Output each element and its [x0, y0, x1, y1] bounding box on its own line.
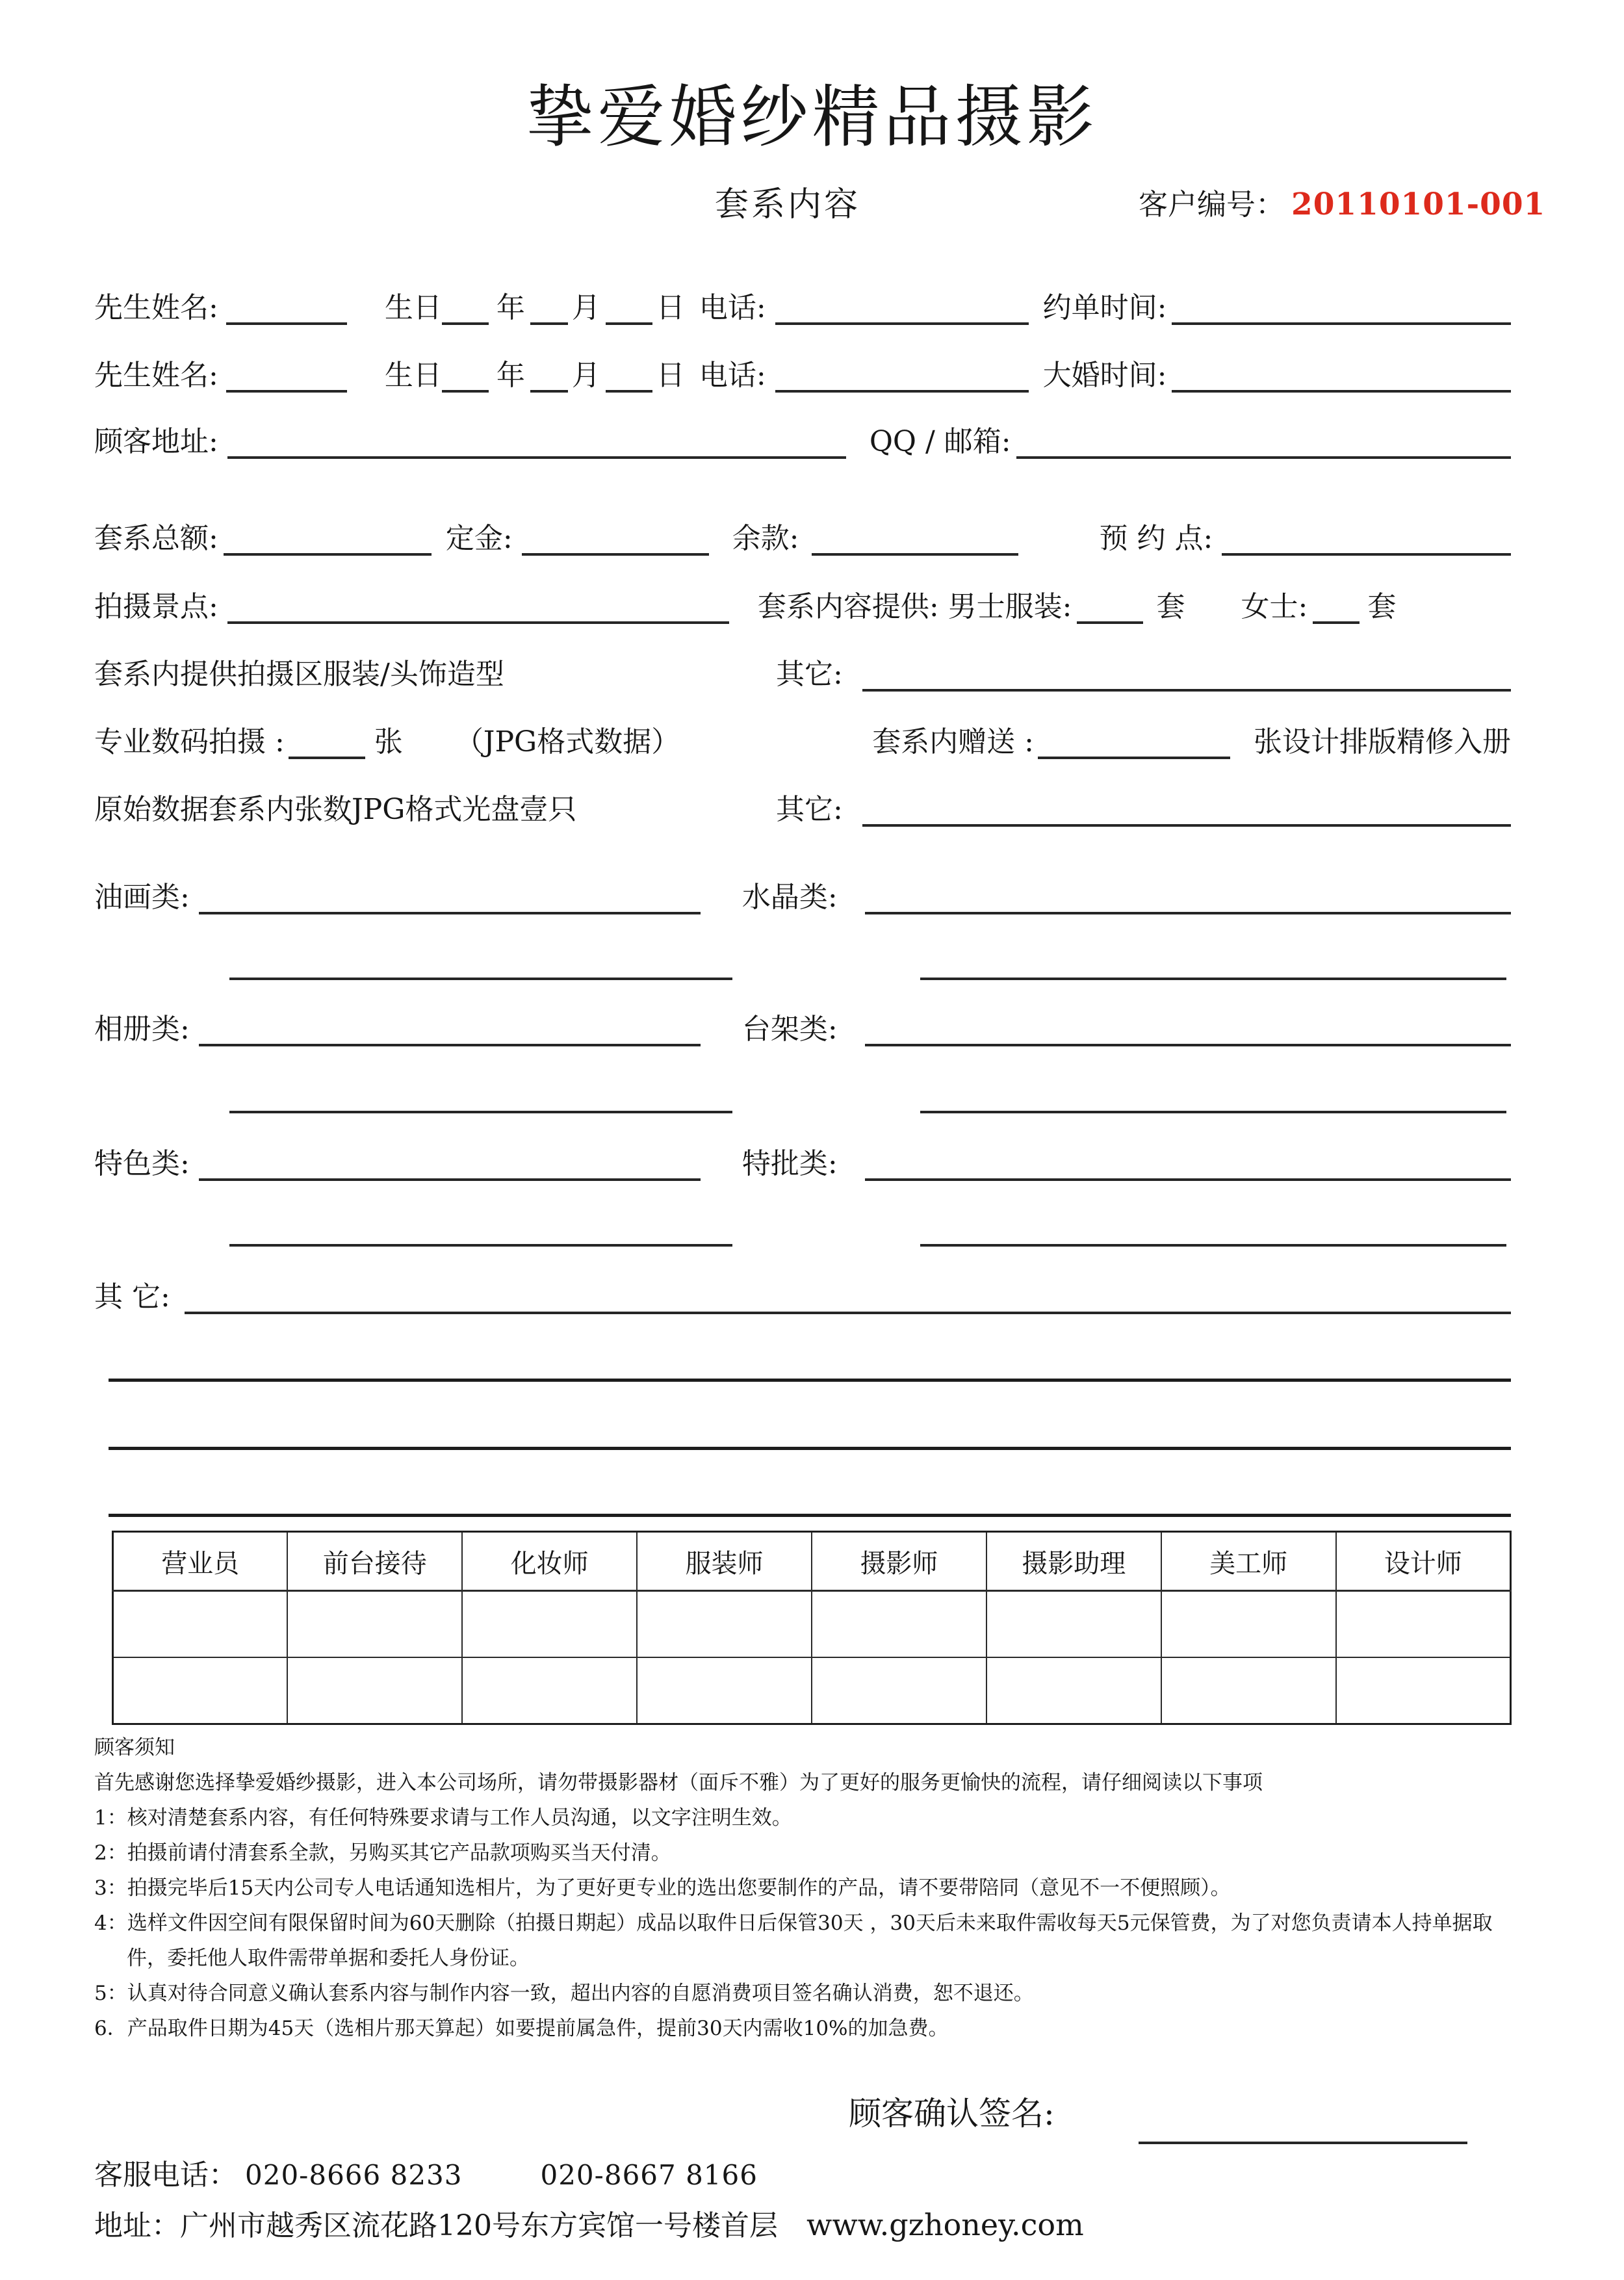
staff-cell[interactable]	[1161, 1657, 1336, 1724]
staff-cell[interactable]	[637, 1657, 812, 1724]
customer-number-label: 客户编号：	[1139, 187, 1285, 222]
booking-time-field[interactable]	[1172, 322, 1511, 325]
qq-email-field[interactable]	[1016, 456, 1511, 459]
phone-number-2: 020-8667 8166	[540, 2159, 758, 2191]
package-amount-row	[94, 517, 1511, 556]
area-note-text: 套系内提供拍摄区服装/头饰造型	[94, 658, 504, 692]
ladies-wear-label: 女士:	[1241, 590, 1308, 624]
special-category-label: 特批类:	[741, 1147, 838, 1181]
other-label: 其它:	[776, 793, 843, 827]
other-extra-line-3[interactable]	[109, 1514, 1511, 1517]
customer-number-value: 20110101-001	[1291, 187, 1546, 222]
shoot-location-row	[94, 585, 1511, 624]
staff-header-stylist: 服装师	[637, 1532, 812, 1591]
staff-cell[interactable]	[812, 1657, 986, 1724]
staff-table-row	[113, 1591, 1511, 1658]
customer-notice	[94, 1730, 1517, 2046]
bride-phone-field[interactable]	[775, 390, 1029, 393]
ladies-wear-count-field[interactable]	[1313, 621, 1360, 624]
notice-item-6: 6．产品取件日期为45天（选相片那天算起）如要提前属急件，提前30天内需收10%的加急费。	[94, 2017, 949, 2040]
staff-cell[interactable]	[287, 1591, 462, 1658]
staff-cell[interactable]	[287, 1657, 462, 1724]
address-row	[94, 420, 1511, 459]
feature-special-row	[94, 1142, 1511, 1181]
year-label: 年	[496, 359, 525, 393]
notice-item-4: 4：选样文件因空间有限保留时间为60天删除（拍摄日期起）成品以取件日后保管30天 ，30天后未来取件需收每天5元保管费，为了对您负责请本人持单据取件，委托他人取件需带单据和委托人身份证。	[94, 1911, 1493, 1970]
groom-phone-label: 电话:	[699, 291, 766, 325]
staff-header-receptionist: 前台接待	[287, 1532, 462, 1591]
other-category-label: 其 它:	[94, 1280, 170, 1314]
signature-label: 顾客确认签名:	[849, 2095, 1055, 2132]
notice-title: 顾客须知	[94, 1736, 175, 1759]
album-category-field[interactable]	[199, 1044, 701, 1046]
staff-cell[interactable]	[812, 1591, 986, 1658]
year-label: 年	[496, 291, 525, 325]
oil-category-label: 油画类:	[94, 881, 190, 914]
unit-zhang-label: 张	[374, 725, 403, 759]
special-category-field[interactable]	[865, 1178, 1511, 1181]
staff-cell[interactable]	[986, 1657, 1161, 1724]
stand-category-field[interactable]	[865, 1044, 1511, 1046]
balance-field[interactable]	[812, 553, 1018, 556]
other-extra-line-1[interactable]	[109, 1379, 1511, 1382]
staff-cell[interactable]	[1161, 1591, 1336, 1658]
unit-tao-label: 套	[1156, 590, 1185, 624]
wedding-time-field[interactable]	[1172, 390, 1511, 393]
other-category-field[interactable]	[185, 1312, 1511, 1314]
address-label: 地址：	[94, 2209, 180, 2242]
notice-item-2: 2：拍摄前请付清套系全款，另购买其它产品款项购买当天付清。	[94, 1841, 671, 1865]
signature-field[interactable]	[1139, 2142, 1467, 2144]
balance-label: 余款:	[732, 522, 799, 556]
oil-category-field[interactable]	[199, 912, 701, 914]
original-note-text: 原始数据套系内张数JPG格式光盘壹只	[94, 793, 577, 827]
booking-point-field[interactable]	[1222, 553, 1511, 556]
groom-birth-day-field[interactable]	[606, 322, 652, 325]
bride-info-row	[94, 354, 1511, 393]
groom-phone-field[interactable]	[775, 322, 1029, 325]
jpg-note-text: （JPG格式数据）	[454, 725, 680, 759]
address-row-footer	[94, 2202, 1084, 2244]
staff-cell[interactable]	[462, 1591, 637, 1658]
mens-wear-label: 男士服装:	[947, 590, 1072, 624]
staff-cell[interactable]	[1336, 1657, 1511, 1724]
mens-wear-count-field[interactable]	[1077, 621, 1143, 624]
feature-category-label: 特色类:	[94, 1147, 190, 1181]
staff-header-photo-assistant: 摄影助理	[986, 1532, 1161, 1591]
birthday-label: 生日	[384, 291, 442, 325]
phone-number-1: 020-8666 8233	[245, 2159, 463, 2191]
bride-name-label: 先生姓名:	[94, 359, 218, 393]
service-phone-row	[94, 2151, 758, 2193]
deposit-field[interactable]	[522, 553, 709, 556]
staff-table-header-row	[113, 1532, 1511, 1591]
staff-cell[interactable]	[462, 1657, 637, 1724]
bride-birth-day-field[interactable]	[606, 390, 652, 393]
staff-cell[interactable]	[113, 1657, 288, 1724]
customer-address-field[interactable]	[227, 456, 846, 459]
album-category-label: 相册类:	[94, 1013, 190, 1046]
notice-item-5: 5：认真对待合同意义确认套系内容与制作内容一致，超出内容的自愿消费项目签名确认消费，恕不退还。	[94, 1982, 1034, 2005]
staff-table	[112, 1531, 1512, 1725]
deposit-label: 定金:	[445, 522, 513, 556]
staff-cell[interactable]	[986, 1591, 1161, 1658]
day-label: 日	[656, 359, 685, 393]
content-provide-label: 套系内容提供:	[757, 590, 939, 624]
feature-category-extra-line[interactable]	[229, 1244, 732, 1247]
other-label: 其它:	[776, 658, 843, 692]
album-stand-row	[94, 1007, 1511, 1046]
address-value: 广州市越秀区流花路120号东方宾馆一号楼首层	[180, 2209, 778, 2242]
other-extra-line-2[interactable]	[109, 1447, 1511, 1450]
wedding-time-label: 大婚时间:	[1042, 359, 1167, 393]
gift-label: 套系内赠送 :	[872, 725, 1034, 759]
gift-suffix-text: 张设计排版精修入册	[1254, 725, 1511, 759]
day-label: 日	[656, 291, 685, 325]
staff-cell[interactable]	[113, 1591, 288, 1658]
notice-intro: 首先感谢您选择挚爱婚纱摄影，进入本公司场所，请勿带摄影器材（面斥不雅）为了更好的服务更愉快的流程，请仔细阅读以下事项	[94, 1771, 1263, 1794]
birthday-label: 生日	[384, 359, 442, 393]
crystal-category-extra-line[interactable]	[920, 978, 1506, 980]
staff-header-art-worker: 美工师	[1161, 1532, 1336, 1591]
unit-tao-label: 套	[1367, 590, 1397, 624]
area-note-row	[94, 653, 1511, 692]
website-url: www.gzhoney.com	[806, 2207, 1084, 2242]
stand-category-extra-line[interactable]	[920, 1111, 1506, 1113]
package-total-label: 套系总额:	[94, 522, 218, 556]
digital-shoot-row	[94, 720, 1511, 759]
original-data-row	[94, 788, 1511, 827]
digital-shoot-label: 专业数码拍摄 :	[94, 725, 285, 759]
service-phone-label: 客服电话：	[94, 2158, 237, 2192]
special-category-extra-line[interactable]	[920, 1244, 1506, 1247]
groom-name-field[interactable]	[226, 322, 347, 325]
album-category-extra-line[interactable]	[229, 1111, 732, 1113]
shoot-location-label: 拍摄景点:	[94, 590, 218, 624]
feature-category-field[interactable]	[199, 1178, 701, 1181]
groom-name-label: 先生姓名:	[94, 291, 218, 325]
booking-point-label: 预 约 点:	[1099, 522, 1213, 556]
other-field-2[interactable]	[862, 824, 1511, 827]
other-category-row	[94, 1275, 1511, 1314]
groom-birth-month-field[interactable]	[530, 322, 568, 325]
shoot-location-field[interactable]	[227, 621, 729, 624]
month-label: 月	[571, 359, 600, 393]
form-subtitle: 套系内容	[715, 185, 861, 224]
customer-address-label: 顾客地址:	[94, 425, 218, 459]
month-label: 月	[571, 291, 600, 325]
notice-item-1: 1：核对清楚套系内容，有任何特殊要求请与工作人员沟通，以文字注明生效。	[94, 1806, 792, 1830]
crystal-category-field[interactable]	[865, 912, 1511, 914]
staff-cell[interactable]	[1336, 1591, 1511, 1658]
bride-birth-month-field[interactable]	[530, 390, 568, 393]
staff-header-designer: 设计师	[1336, 1532, 1511, 1591]
gift-count-field[interactable]	[1038, 757, 1230, 759]
oil-crystal-row	[94, 875, 1511, 914]
package-total-field[interactable]	[224, 553, 432, 556]
staff-table-row	[113, 1657, 1511, 1724]
qq-email-label: QQ / 邮箱:	[869, 425, 1011, 459]
customer-number	[1139, 181, 1545, 223]
oil-category-extra-line[interactable]	[229, 978, 732, 980]
other-field-1[interactable]	[862, 689, 1511, 692]
bride-phone-label: 电话:	[699, 359, 766, 393]
staff-cell[interactable]	[637, 1591, 812, 1658]
staff-header-salesperson: 营业员	[113, 1532, 288, 1591]
staff-header-photographer: 摄影师	[812, 1532, 986, 1591]
staff-header-makeup-artist: 化妆师	[462, 1532, 637, 1591]
digital-shoot-count-field[interactable]	[289, 757, 365, 759]
bride-name-field[interactable]	[226, 390, 347, 393]
notice-item-3: 3：拍摄完毕后15天内公司专人电话通知选相片，为了更好更专业的选出您要制作的产品，请不要带陪同（意见不一不便照顾）。	[94, 1876, 1231, 1900]
crystal-category-label: 水晶类:	[741, 881, 838, 914]
groom-birth-year-field[interactable]	[442, 322, 489, 325]
page-title: 挚爱婚纱精品摄影	[526, 77, 1098, 157]
booking-time-label: 约单时间:	[1042, 291, 1167, 325]
groom-info-row	[94, 286, 1511, 325]
bride-birth-year-field[interactable]	[442, 390, 489, 393]
stand-category-label: 台架类:	[741, 1013, 838, 1046]
